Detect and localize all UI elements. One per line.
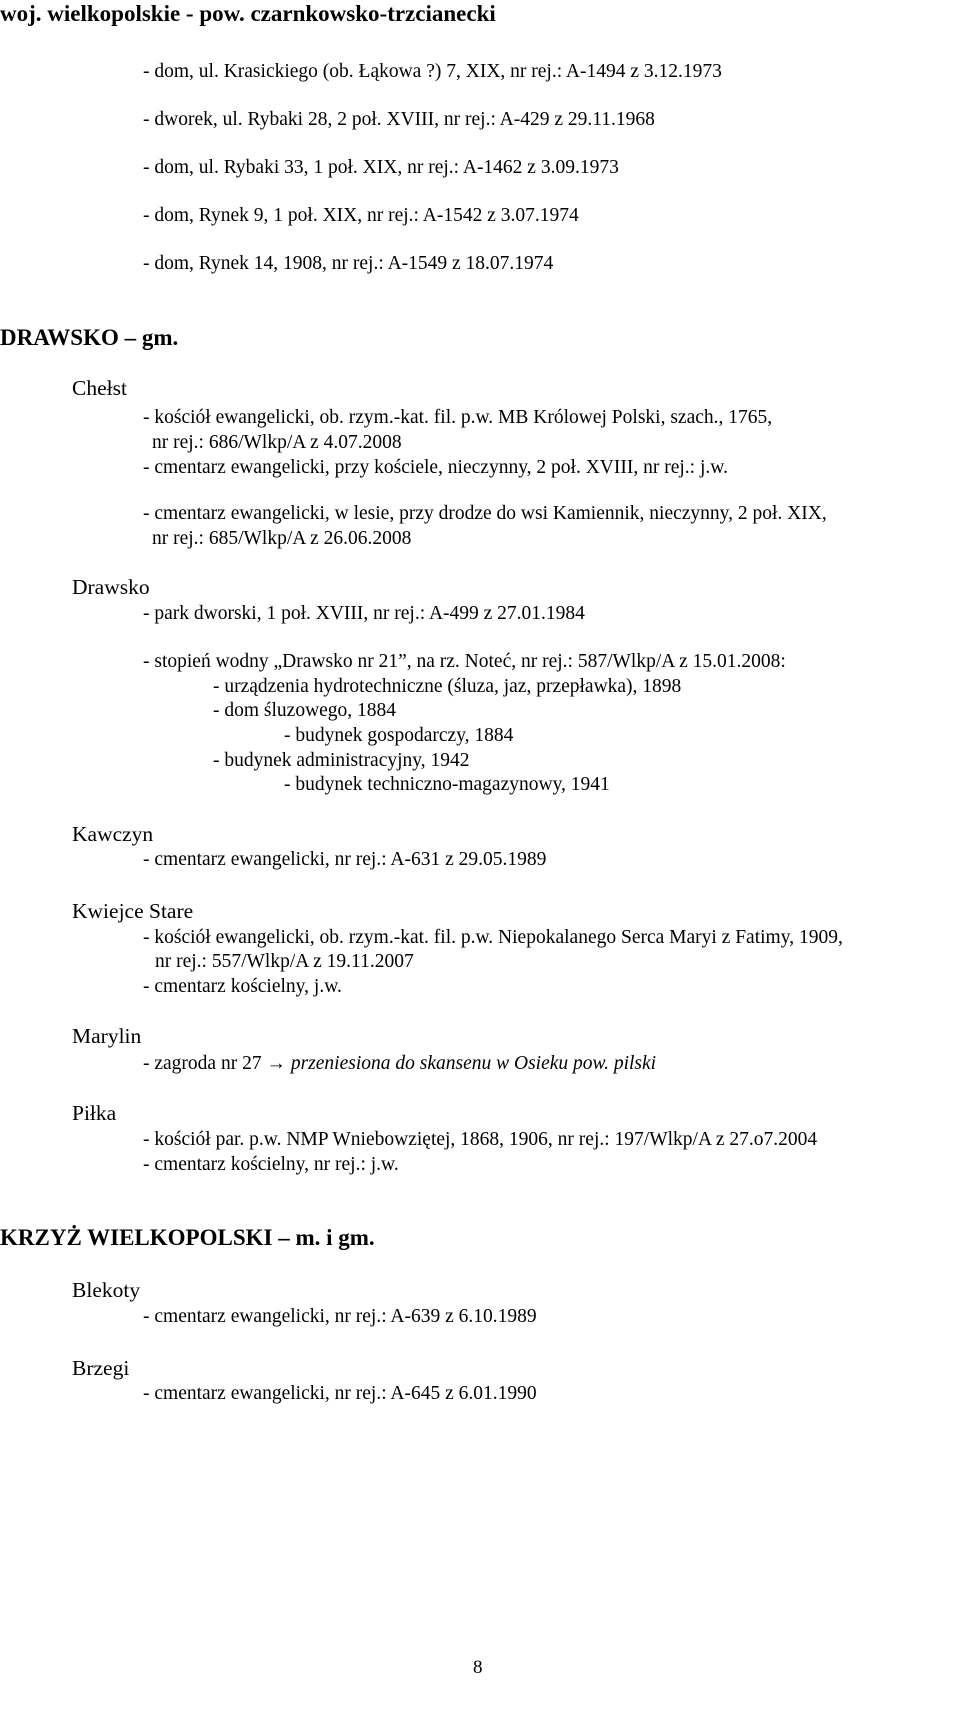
list-item: - budynek gospodarczy, 1884 <box>284 725 514 746</box>
place-name-pilka: Piłka <box>72 1101 117 1125</box>
list-item: - park dworski, 1 poł. XVIII, nr rej.: A-499 z 27.01.1984 <box>143 603 585 624</box>
list-item: - dom, ul. Rybaki 33, 1 poł. XIX, nr rej.: A-1462 z 3.09.1973 <box>143 157 619 178</box>
list-item <box>143 1052 656 1076</box>
list-item: - cmentarz ewangelicki, nr rej.: A-631 z 29.05.1989 <box>143 849 547 870</box>
list-item: nr rej.: 686/Wlkp/A z 4.07.2008 <box>152 432 402 453</box>
list-item: - stopień wodny „Drawsko nr 21”, na rz. Noteć, nr rej.: 587/Wlkp/A z 15.01.2008: <box>143 651 786 672</box>
list-item: - dom śluzowego, 1884 <box>213 700 397 721</box>
list-item: nr rej.: 685/Wlkp/A z 26.06.2008 <box>152 528 412 549</box>
place-name-brzegi: Brzegi <box>72 1356 130 1380</box>
italic-note: przeniesiona do skansenu w Osieku pow. pilski <box>290 1053 657 1074</box>
place-name-kawczyn: Kawczyn <box>72 822 154 846</box>
place-name-kwiejce-stare: Kwiejce Stare <box>72 899 194 923</box>
list-item: - budynek administracyjny, 1942 <box>213 750 470 771</box>
section-heading-drawsko-gm: DRAWSKO – gm. <box>0 325 179 350</box>
list-item: - cmentarz kościelny, nr rej.: j.w. <box>143 1154 399 1175</box>
list-item: - kościół par. p.w. NMP Wniebowziętej, 1868, 1906, nr rej.: 197/Wlkp/A z 27.o7.2004 <box>143 1129 818 1150</box>
place-name-drawsko: Drawsko <box>72 575 150 599</box>
list-item: - cmentarz ewangelicki, przy kościele, nieczynny, 2 poł. XVIII, nr rej.: j.w. <box>143 457 728 478</box>
place-name-marylin: Marylin <box>72 1024 142 1048</box>
list-item: - cmentarz ewangelicki, nr rej.: A-645 z 6.01.1990 <box>143 1383 537 1404</box>
place-name-chelst: Chełst <box>72 376 127 400</box>
list-item: - kościół ewangelicki, ob. rzym.-kat. fil. p.w. MB Królowej Polski, szach., 1765, <box>143 407 773 428</box>
place-name-blekoty: Blekoty <box>72 1278 141 1302</box>
section-heading-krzyz-wielkopolski: KRZYŻ WIELKOPOLSKI – m. i gm. <box>0 1225 375 1250</box>
list-item: - dom, Rynek 9, 1 poł. XIX, nr rej.: A-1542 z 3.07.1974 <box>143 205 579 226</box>
list-item: - dworek, ul. Rybaki 28, 2 poł. XVIII, nr rej.: A-429 z 29.11.1968 <box>143 109 655 130</box>
item-text: - zagroda nr 27 → <box>143 1053 291 1074</box>
list-item: - kościół ewangelicki, ob. rzym.-kat. fil. p.w. Niepokalanego Serca Maryi z Fatimy, 1909, <box>143 927 843 948</box>
list-item: - cmentarz kościelny, j.w. <box>143 976 342 997</box>
list-item: - budynek techniczno-magazynowy, 1941 <box>284 774 610 795</box>
page-title: woj. wielkopolskie - pow. czarnkowsko-trzcianecki <box>0 1 496 26</box>
list-item: - urządzenia hydrotechniczne (śluza, jaz, przepławka), 1898 <box>213 676 682 697</box>
list-item: - cmentarz ewangelicki, nr rej.: A-639 z 6.10.1989 <box>143 1306 537 1327</box>
list-item: nr rej.: 557/Wlkp/A z 19.11.2007 <box>155 951 414 972</box>
list-item: - cmentarz ewangelicki, w lesie, przy drodze do wsi Kamiennik, nieczynny, 2 poł. XIX, <box>143 503 827 524</box>
page-number: 8 <box>473 1657 483 1678</box>
list-item: - dom, Rynek 14, 1908, nr rej.: A-1549 z 18.07.1974 <box>143 253 554 274</box>
list-item: - dom, ul. Krasickiego (ob. Łąkowa ?) 7, XIX, nr rej.: A-1494 z 3.12.1973 <box>143 61 722 82</box>
